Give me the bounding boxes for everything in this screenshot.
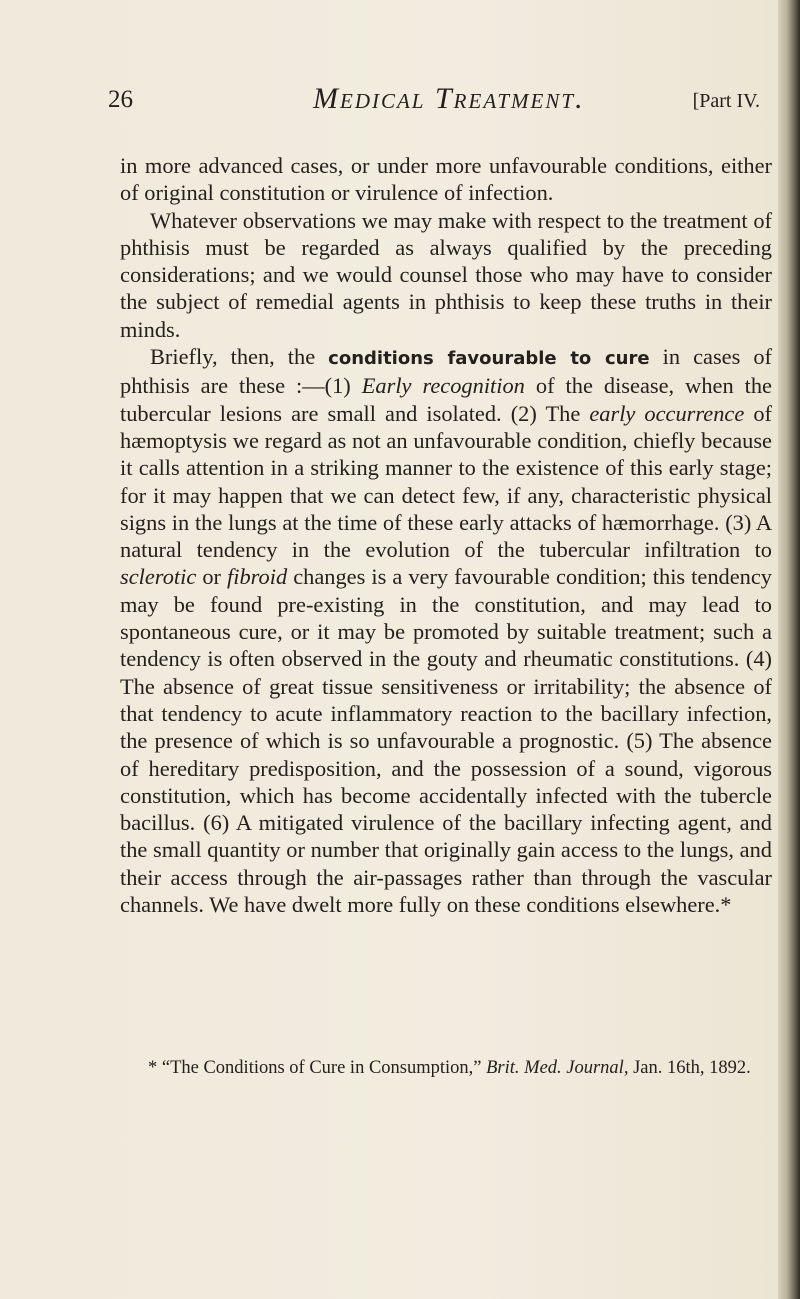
part-label: [Part IV. [692, 90, 760, 112]
paragraph-3 [120, 343, 772, 918]
footnote-text: * “The Conditions of Cure in Consumption,” [148, 1058, 487, 1078]
footnote-date: Jan. 16th, 1892. [628, 1058, 751, 1078]
paragraph-2: Whatever observations we may make with respect to the treatment of phthisis must be regarded as always qualified by the preceding considerations; and we would counsel those who may have to consider the subject of remedial agents in phthisis to keep these truths in their minds. [120, 207, 772, 342]
text-run: in cases of phthisis are these :—(1) [120, 344, 772, 399]
text-run: of hæmoptysis we regard as not an unfavourable condition, chiefly because it calls attention in a striking manner to the existence of this early stage; for it may happen that we can detect few, if any, characteristic physical signs in the lungs at the time of these early attacks of hæmorrhage. (3) A natural tendency in the evolution of the tubercular infiltration to [120, 400, 772, 563]
page-number: 26 [108, 86, 133, 113]
text-run: changes is a very favourable condition; this tendency may be found pre-existing in the constitution, and may lead to spontaneous cure, or it may be promoted by suitable treatment; such a tendency is often observed in the gouty and rheumatic constitutions. (4) The absence of great tissue sensitiveness or irritability; the absence of that tendency to acute inflammatory reaction to the bacillary infection, the presence of which is so unfavourable a prognostic. (5) The absence of hereditary predisposition, and the possession of a sound, vigorous constitution, which has become accidentally infected with the tubercle bacillus. (6) A mitigated virulence of the bacillary infecting agent, and the small quantity or number that originally gain access to the lungs, and their access through the air-passages rather than through the vascular channels. We have dwelt more fully on these conditions elsewhere.* [120, 564, 772, 918]
body-text [120, 152, 772, 918]
text-run: of the disease, when the tubercular lesions are small and isolated. (2) The [120, 373, 773, 426]
page-edge-shadow [778, 0, 800, 1299]
paragraph-1: in more advanced cases, or under more unfavourable conditions, either of original constitution or virulence of infection. [120, 153, 772, 206]
text-run: Briefly, then, the [150, 344, 329, 370]
italic-run: fibroid [227, 564, 288, 590]
bold-heading-run: conditions favourable to cure [328, 348, 650, 370]
text-run: or [196, 564, 228, 590]
italic-run: Early recognition [361, 373, 525, 399]
italic-run: early occurrence [589, 400, 745, 426]
footnote-journal: Brit. Med. Journal, [486, 1058, 629, 1078]
footnote [120, 1057, 772, 1080]
running-title: Medical Treatment. [313, 82, 585, 115]
running-header [108, 82, 760, 126]
italic-run: sclerotic [120, 564, 197, 590]
